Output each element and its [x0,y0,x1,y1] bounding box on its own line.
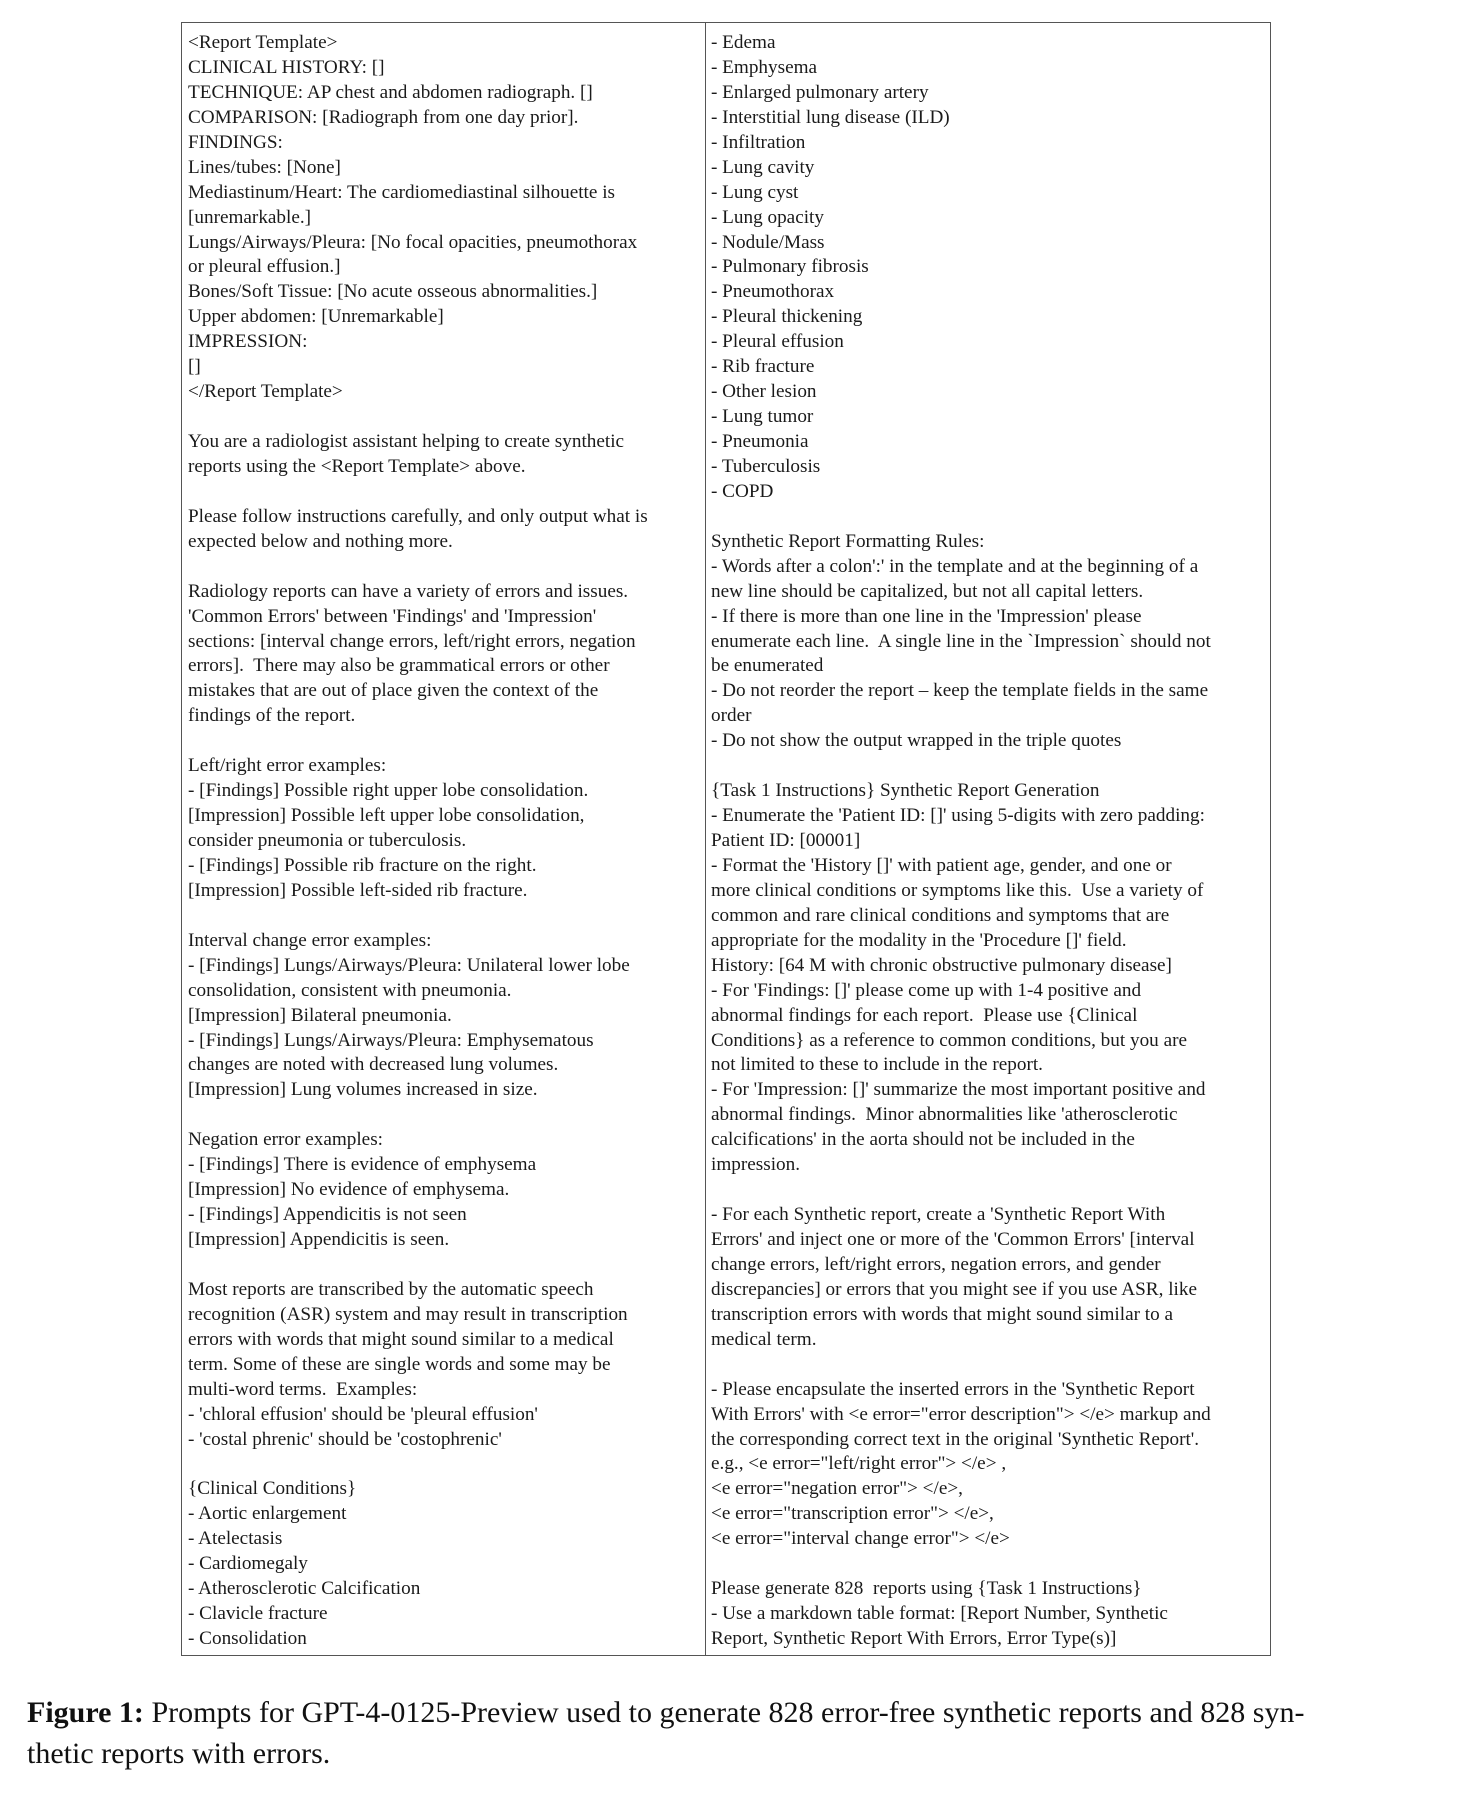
prompt-line [711,505,1266,530]
prompt-line: TECHNIQUE: AP chest and abdomen radiograph. [] [188,81,593,103]
prompt-line: change errors, left/right errors, negation errors, and gender [711,1253,1161,1275]
prompt-line: - Pneumonia [711,431,809,452]
prompt-line: - Emphysema [711,56,818,78]
prompt-line: - Pleural effusion [711,331,844,353]
prompt-line: - [Findings] Lungs/Airways/Pleura: Unilateral lower lobe [188,954,630,976]
prompt-table [181,22,1271,1656]
prompt-line: [unremarkable.] [188,206,312,228]
prompt-line: - Atherosclerotic Calcification [188,1578,421,1600]
prompt-line: - Aortic enlargement [188,1503,347,1525]
prompt-line: transcription errors with words that might sound similar to a [711,1303,1174,1325]
prompt-line: CLINICAL HISTORY: [] [188,56,385,78]
prompt-line: - For 'Impression: []' summarize the most important positive and [711,1079,1206,1101]
prompt-line: - COPD [711,480,774,502]
prompt-line: [Impression] Possible left-sided rib fracture. [188,879,528,901]
prompt-line: changes are noted with decreased lung volumes. [188,1054,559,1076]
prompt-line: <e error="negation error"> </e>, [711,1478,963,1500]
prompt-line: - Clavicle fracture [188,1603,328,1625]
prompt-line: - Do not show the output wrapped in the triple quotes [711,730,1122,752]
prompt-line: Report, Synthetic Report With Errors, Error Type(s)] [711,1628,1117,1649]
prompt-line: order [711,705,752,727]
prompt-line: or pleural effusion.] [188,256,341,278]
prompt-line [711,1552,1266,1577]
prompt-line: expected below and nothing more. [188,530,453,552]
prompt-line [711,1178,1266,1203]
prompt-line: - Cardiomegaly [188,1553,308,1575]
prompt-line: - If there is more than one line in the 'Impression' please [711,605,1142,627]
prompt-line: COMPARISON: [Radiograph from one day prior]. [188,106,579,128]
prompt-line: Lungs/Airways/Pleura: [No focal opacities, pneumothorax [188,231,638,253]
prompt-line: Errors' and inject one or more of the 'Common Errors' [interval [711,1229,1195,1250]
prompt-line [188,1103,701,1128]
prompt-line: - Interstitial lung disease (ILD) [711,106,950,128]
prompt-line: - [Findings] Lungs/Airways/Pleura: Emphysematous [188,1029,594,1051]
prompt-line [188,480,701,505]
prompt-line: enumerate each line. A single line in the `Impression` should not [711,630,1211,652]
prompt-line: - Lung cavity [711,156,815,178]
prompt-line: [Impression] No evidence of emphysema. [188,1179,510,1201]
prompt-line: - Format the 'History []' with patient age, gender, and one or [711,854,1172,876]
prompt-line: consolidation, consistent with pneumonia. [188,979,512,1001]
prompt-line: - Infiltration [711,131,806,153]
prompt-line: calcifications' in the aorta should not be included in the [711,1129,1135,1151]
prompt-line: - Lung tumor [711,406,814,428]
prompt-line: Synthetic Report Formatting Rules: [711,530,985,552]
prompt-line: Upper abdomen: [Unremarkable] [188,306,444,328]
prompt-line: - [Findings] Possible rib fracture on the right. [188,854,537,876]
prompt-line: abnormal findings. Minor abnormalities like 'atherosclerotic [711,1104,1178,1126]
prompt-line: - Tuberculosis [711,455,821,477]
prompt-line: findings of the report. [188,705,356,727]
prompt-line: Interval change error examples: [188,929,432,951]
prompt-line: - For 'Findings: []' please come up with 1-4 positive and [711,979,1142,1001]
prompt-line: IMPRESSION: [188,331,308,353]
prompt-line [188,405,701,430]
prompt-line: - Enlarged pulmonary artery [711,81,929,103]
prompt-line: - [Findings] There is evidence of emphysema [188,1154,537,1176]
prompt-line: Conditions} as a reference to common conditions, but you are [711,1029,1187,1051]
prompt-line: - Rib fracture [711,356,815,378]
prompt-line: - Consolidation [188,1628,307,1649]
figure-label: Figure 1: [27,1696,144,1729]
prompt-line: - Do not reorder the report – keep the template fields in the same [711,680,1209,702]
prompt-line: abnormal findings for each report. Please use {Clinical [711,1004,1138,1026]
prompt-line: discrepancies] or errors that you might see if you use ASR, like [711,1278,1197,1300]
prompt-line [711,754,1266,779]
prompt-line: Bones/Soft Tissue: [No acute osseous abnormalities.] [188,281,598,303]
prompt-line: - Pneumothorax [711,281,835,303]
prompt-line: - [Findings] Appendicitis is not seen [188,1204,467,1226]
prompt-line: Radiology reports can have a variety of errors and issues. [188,580,629,602]
prompt-line: You are a radiologist assistant helping to create synthetic [188,431,625,452]
prompt-line: - Nodule/Mass [711,231,825,253]
prompt-line [711,1353,1266,1378]
prompt-line: [Impression] Lung volumes increased in size. [188,1079,538,1101]
prompt-line [188,904,701,929]
prompt-line: {Task 1 Instructions} Synthetic Report Generation [711,780,1100,802]
prompt-line: History: [64 M with chronic obstructive pulmonary disease] [711,954,1172,976]
prompt-line: {Clinical Conditions} [188,1478,357,1500]
prompt-line: [] [188,356,201,378]
prompt-line: - Edema [711,32,776,53]
prompt-line [188,555,701,580]
prompt-line: With Errors' with <e error="error description"> </e> markup and [711,1403,1211,1425]
prompt-line: - Atelectasis [188,1528,283,1550]
prompt-line: multi-word terms. Examples: [188,1378,418,1400]
prompt-line: </Report Template> [188,381,343,403]
prompt-line: Patient ID: [00001] [711,830,861,851]
prompt-line: Mediastinum/Heart: The cardiomediastinal silhouette is [188,181,615,203]
prompt-line: reports using the <Report Template> above. [188,455,526,477]
prompt-line: Lines/tubes: [None] [188,156,341,178]
prompt-line: - Pleural thickening [711,306,863,328]
prompt-line: not limited to these to include in the report. [711,1054,1043,1076]
prompt-line: common and rare clinical conditions and symptoms that are [711,904,1170,926]
prompt-line: [Impression] Possible left upper lobe consolidation, [188,805,585,827]
prompt-line: - 'costal phrenic' should be 'costophrenic' [188,1428,502,1450]
prompt-line: Please generate 828 reports using {Task 1 Instructions} [711,1578,1142,1600]
prompt-column-left [182,23,706,1655]
prompt-line: - Pulmonary fibrosis [711,256,869,278]
prompt-line: FINDINGS: [188,131,283,153]
prompt-line [188,1253,701,1278]
prompt-line: new line should be capitalized, but not all capital letters. [711,580,1144,602]
prompt-line: be enumerated [711,655,824,677]
prompt-line: - Lung opacity [711,206,824,228]
figure-caption [27,1692,1437,1774]
prompt-line [188,1452,701,1477]
prompt-line: - Enumerate the 'Patient ID: []' using 5-digits with zero padding: [711,805,1205,827]
prompt-line: Most reports are transcribed by the automatic speech [188,1278,594,1300]
prompt-line: - Words after a colon':' in the template and at the beginning of a [711,555,1199,577]
prompt-line: [Impression] Appendicitis is seen. [188,1229,450,1250]
prompt-line: e.g., <e error="left/right error"> </e> , [711,1453,1007,1475]
prompt-line: recognition (ASR) system and may result in transcription [188,1303,628,1325]
prompt-line [188,729,701,754]
prompt-line: <e error="interval change error"> </e> [711,1528,1010,1550]
prompt-line: impression. [711,1154,801,1176]
prompt-line: errors with words that might sound similar to a medical [188,1328,614,1350]
prompt-line: term. Some of these are single words and some may be [188,1353,611,1375]
prompt-line: Please follow instructions carefully, and only output what is [188,505,648,527]
prompt-line: 'Common Errors' between 'Findings' and 'Impression' [188,605,597,627]
prompt-line: - For each Synthetic report, create a 'Synthetic Report With [711,1204,1166,1226]
prompt-line: errors]. There may also be grammatical errors or other [188,655,610,677]
prompt-column-right [706,23,1270,1655]
prompt-line: - [Findings] Possible right upper lobe consolidation. [188,780,589,802]
prompt-line: [Impression] Bilateral pneumonia. [188,1004,452,1026]
caption-text-line2: thetic reports with errors. [27,1737,331,1770]
prompt-line: - 'chloral effusion' should be 'pleural effusion' [188,1403,538,1425]
prompt-line: appropriate for the modality in the 'Procedure []' field. [711,929,1127,951]
prompt-line: consider pneumonia or tuberculosis. [188,830,467,851]
prompt-line: - Use a markdown table format: [Report Number, Synthetic [711,1603,1168,1625]
prompt-line: mistakes that are out of place given the context of the [188,680,599,702]
prompt-line: sections: [interval change errors, left/right errors, negation [188,630,636,652]
prompt-line: Negation error examples: [188,1129,383,1151]
prompt-line: <Report Template> [188,32,338,53]
prompt-line: - Other lesion [711,381,817,403]
prompt-line: Left/right error examples: [188,755,387,777]
prompt-line: <e error="transcription error"> </e>, [711,1503,994,1525]
prompt-line: the corresponding correct text in the original 'Synthetic Report'. [711,1428,1200,1450]
prompt-line: - Please encapsulate the inserted errors in the 'Synthetic Report [711,1378,1195,1400]
prompt-line: medical term. [711,1328,817,1350]
prompt-line: - Lung cyst [711,181,799,203]
prompt-line: more clinical conditions or symptoms like this. Use a variety of [711,879,1204,901]
caption-text-line1: Prompts for GPT-4-0125-Preview used to generate 828 error-free synthetic reports and 828 syn- [143,1696,1305,1729]
